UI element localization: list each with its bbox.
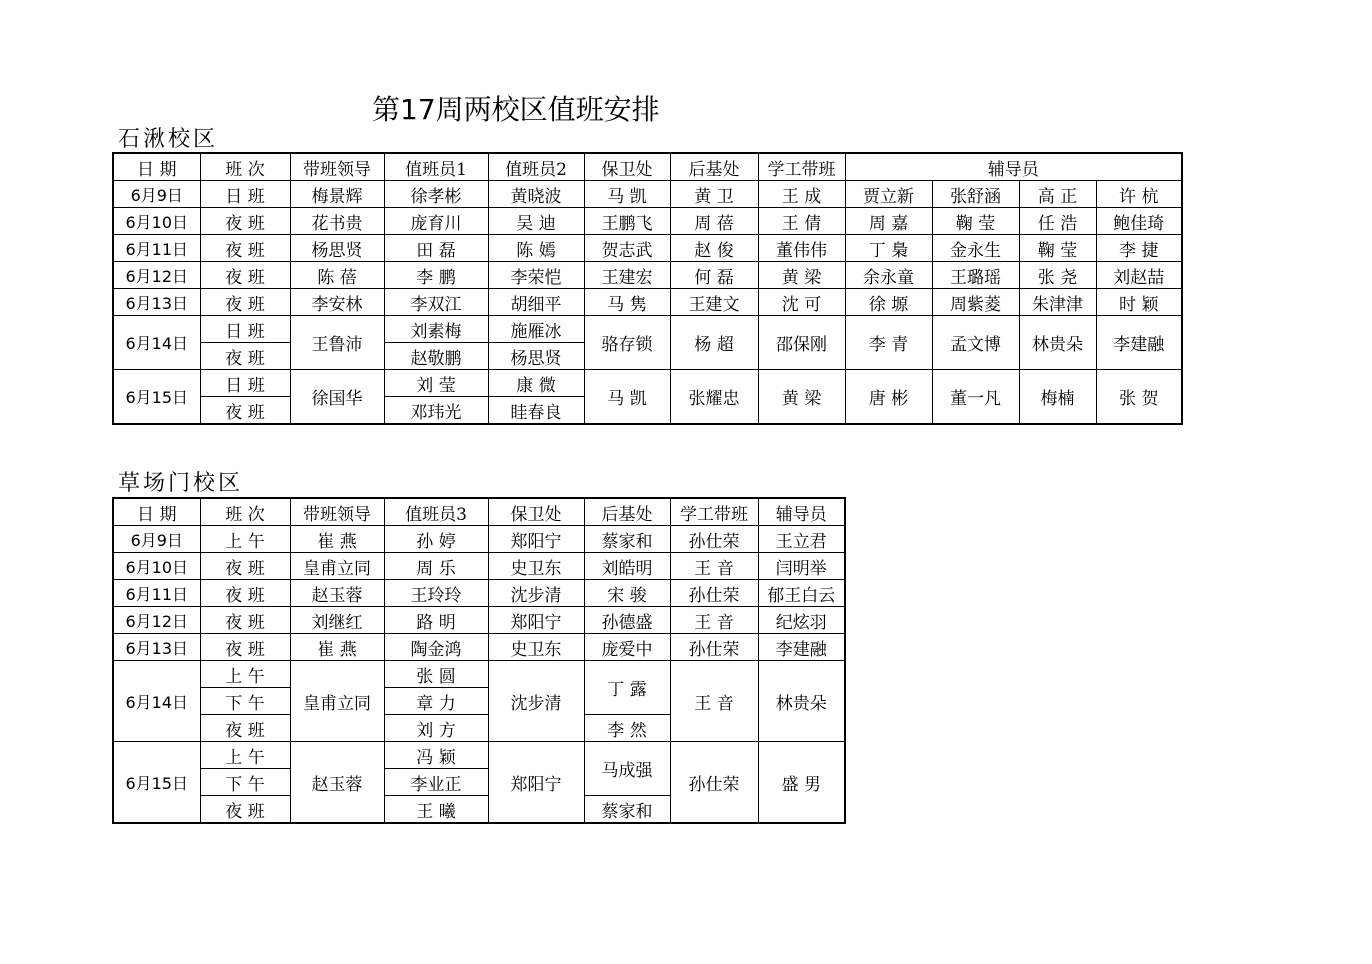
duty3-cell: 刘 方 [384, 715, 488, 742]
counselor-cell: 鞠 莹 [1019, 235, 1096, 262]
logistics-cell: 蔡家和 [584, 796, 670, 824]
logistics-cell: 李 然 [584, 715, 670, 742]
counselor-cell: 徐 塬 [845, 289, 932, 316]
student-affairs-cell: 黄 梁 [758, 262, 845, 289]
campus1-title: 石湫校区 [118, 127, 219, 152]
counselor-cell: 纪炫羽 [758, 607, 845, 634]
counselor-cell: 张舒涵 [932, 181, 1019, 208]
header-counselors: 辅导员 [845, 153, 1182, 181]
date-cell: 6月10日 [113, 553, 200, 580]
duty3-cell: 周 乐 [384, 553, 488, 580]
header-leader: 带班领导 [290, 153, 384, 181]
table-row [113, 580, 845, 607]
student-affairs-cell: 王 音 [670, 553, 758, 580]
leader-cell: 皇甫立同 [290, 553, 384, 580]
table-row [113, 526, 845, 553]
counselor-cell: 李 青 [845, 316, 932, 370]
date-cell: 6月10日 [113, 208, 200, 235]
logistics-cell: 庞爱中 [584, 634, 670, 661]
table-row [113, 634, 845, 661]
counselor-cell: 闫明举 [758, 553, 845, 580]
counselor-cell: 李 捷 [1096, 235, 1182, 262]
duty3-cell: 孙 婷 [384, 526, 488, 553]
header-shift: 班 次 [200, 153, 290, 181]
counselor-cell: 林贵朵 [1019, 316, 1096, 370]
date-cell: 6月11日 [113, 580, 200, 607]
leader-cell: 王鲁沛 [290, 316, 384, 370]
table-row [113, 262, 1182, 289]
header-row [113, 153, 1182, 181]
leader-cell: 徐国华 [290, 370, 384, 425]
counselor-cell: 朱津津 [1019, 289, 1096, 316]
table-row [113, 316, 1182, 343]
shift-cell: 夜 班 [200, 796, 290, 824]
duty1-cell: 徐孝彬 [384, 181, 488, 208]
shift-cell: 上 午 [200, 742, 290, 769]
logistics-cell: 丁 露 [584, 661, 670, 715]
shift-cell: 下 午 [200, 688, 290, 715]
security-cell: 史卫东 [488, 634, 584, 661]
counselor-cell: 李建融 [1096, 316, 1182, 370]
leader-cell: 崔 燕 [290, 634, 384, 661]
header-duty2: 值班员2 [488, 153, 584, 181]
shift-cell: 夜 班 [200, 262, 290, 289]
duty2-cell: 胡细平 [488, 289, 584, 316]
security-cell: 沈步清 [488, 580, 584, 607]
counselor-cell: 时 颖 [1096, 289, 1182, 316]
leader-cell: 赵玉蓉 [290, 742, 384, 824]
duty1-cell: 庞育川 [384, 208, 488, 235]
header-logistics: 后基处 [670, 153, 758, 181]
leader-cell: 花书贵 [290, 208, 384, 235]
counselor-cell: 周 嘉 [845, 208, 932, 235]
logistics-cell: 蔡家和 [584, 526, 670, 553]
counselor-cell: 鲍佳琦 [1096, 208, 1182, 235]
duty1-cell: 李双江 [384, 289, 488, 316]
duty3-cell: 冯 颖 [384, 742, 488, 769]
header-date: 日 期 [113, 153, 200, 181]
table-row [113, 181, 1182, 208]
header-duty3: 值班员3 [384, 498, 488, 526]
duty2-cell: 眭春良 [488, 397, 584, 425]
table-row [113, 607, 845, 634]
shift-cell: 上 午 [200, 661, 290, 688]
shift-cell: 夜 班 [200, 715, 290, 742]
counselor-cell: 李建融 [758, 634, 845, 661]
counselor-cell: 许 杭 [1096, 181, 1182, 208]
counselor-cell: 唐 彬 [845, 370, 932, 425]
counselor-cell: 张 尧 [1019, 262, 1096, 289]
duty1-cell: 李 鹏 [384, 262, 488, 289]
counselor-cell: 贾立新 [845, 181, 932, 208]
duty3-cell: 王 曦 [384, 796, 488, 824]
counselor-cell: 周紫菱 [932, 289, 1019, 316]
duty3-cell: 章 力 [384, 688, 488, 715]
header-duty1: 值班员1 [384, 153, 488, 181]
security-cell: 王建宏 [584, 262, 670, 289]
student-affairs-cell: 王 音 [670, 661, 758, 742]
campus1-table [112, 152, 1183, 425]
counselor-cell: 郁王白云 [758, 580, 845, 607]
date-cell: 6月9日 [113, 526, 200, 553]
shift-cell: 夜 班 [200, 634, 290, 661]
duty2-cell: 陈 嫣 [488, 235, 584, 262]
security-cell: 史卫东 [488, 553, 584, 580]
logistics-cell: 杨 超 [670, 316, 758, 370]
duty3-cell: 陶金鸿 [384, 634, 488, 661]
duty1-cell: 刘素梅 [384, 316, 488, 343]
shift-cell: 夜 班 [200, 208, 290, 235]
security-cell: 骆存锁 [584, 316, 670, 370]
leader-cell: 崔 燕 [290, 526, 384, 553]
duty2-cell: 杨思贤 [488, 343, 584, 370]
page-title: 第17周两校区值班安排 [372, 93, 660, 126]
leader-cell: 李安林 [290, 289, 384, 316]
leader-cell: 梅景辉 [290, 181, 384, 208]
student-affairs-cell: 董伟伟 [758, 235, 845, 262]
leader-cell: 杨思贤 [290, 235, 384, 262]
security-cell: 马 凯 [584, 181, 670, 208]
date-cell: 6月11日 [113, 235, 200, 262]
counselor-cell: 张 贺 [1096, 370, 1182, 425]
student-affairs-cell: 孙仕荣 [670, 742, 758, 824]
counselor-cell: 鞠 莹 [932, 208, 1019, 235]
shift-cell: 日 班 [200, 370, 290, 397]
shift-cell: 夜 班 [200, 289, 290, 316]
leader-cell: 赵玉蓉 [290, 580, 384, 607]
duty2-cell: 吴 迪 [488, 208, 584, 235]
counselor-cell: 丁 梟 [845, 235, 932, 262]
security-cell: 郑阳宁 [488, 526, 584, 553]
header-student-affairs: 学工带班 [758, 153, 845, 181]
date-cell: 6月13日 [113, 634, 200, 661]
date-cell: 6月15日 [113, 370, 200, 425]
header-leader: 带班领导 [290, 498, 384, 526]
table-row [113, 289, 1182, 316]
duty1-cell: 邓玮光 [384, 397, 488, 425]
header-row [113, 498, 845, 526]
date-cell: 6月12日 [113, 262, 200, 289]
campus2-title: 草场门校区 [118, 471, 244, 496]
duty1-cell: 赵敬鹏 [384, 343, 488, 370]
student-affairs-cell: 王 倩 [758, 208, 845, 235]
student-affairs-cell: 沈 可 [758, 289, 845, 316]
counselor-cell: 王立君 [758, 526, 845, 553]
logistics-cell: 周 蓓 [670, 208, 758, 235]
student-affairs-cell: 王 成 [758, 181, 845, 208]
date-cell: 6月14日 [113, 316, 200, 370]
student-affairs-cell: 孙仕荣 [670, 634, 758, 661]
table-row [113, 661, 845, 688]
table-row [113, 370, 1182, 397]
header-date: 日 期 [113, 498, 200, 526]
duty3-cell: 路 明 [384, 607, 488, 634]
shift-cell: 夜 班 [200, 235, 290, 262]
duty1-cell: 刘 莹 [384, 370, 488, 397]
security-cell: 王鹏飞 [584, 208, 670, 235]
duty2-cell: 李荣恺 [488, 262, 584, 289]
table-row [113, 742, 845, 769]
security-cell: 马 凯 [584, 370, 670, 425]
counselor-cell: 盛 男 [758, 742, 845, 824]
security-cell: 沈步清 [488, 661, 584, 742]
student-affairs-cell: 黄 梁 [758, 370, 845, 425]
counselor-cell: 王璐瑶 [932, 262, 1019, 289]
counselor-cell: 林贵朵 [758, 661, 845, 742]
student-affairs-cell: 孙仕荣 [670, 526, 758, 553]
header-security: 保卫处 [488, 498, 584, 526]
table-row [113, 235, 1182, 262]
logistics-cell: 王建文 [670, 289, 758, 316]
counselor-cell: 任 浩 [1019, 208, 1096, 235]
leader-cell: 刘继红 [290, 607, 384, 634]
duty2-cell: 康 微 [488, 370, 584, 397]
duty2-cell: 施雁冰 [488, 316, 584, 343]
duty2-cell: 黄晓波 [488, 181, 584, 208]
table-row [113, 208, 1182, 235]
header-shift: 班 次 [200, 498, 290, 526]
date-cell: 6月13日 [113, 289, 200, 316]
security-cell: 郑阳宁 [488, 742, 584, 824]
counselor-cell: 余永童 [845, 262, 932, 289]
table-row [113, 553, 845, 580]
header-student-affairs: 学工带班 [670, 498, 758, 526]
leader-cell: 陈 蓓 [290, 262, 384, 289]
header-counselor: 辅导员 [758, 498, 845, 526]
leader-cell: 皇甫立同 [290, 661, 384, 742]
counselor-cell: 梅楠 [1019, 370, 1096, 425]
security-cell: 贺志武 [584, 235, 670, 262]
shift-cell: 夜 班 [200, 607, 290, 634]
campus2-table [112, 497, 846, 824]
security-cell: 郑阳宁 [488, 607, 584, 634]
duty3-cell: 张 圆 [384, 661, 488, 688]
shift-cell: 夜 班 [200, 397, 290, 425]
header-security: 保卫处 [584, 153, 670, 181]
duty3-cell: 王玲玲 [384, 580, 488, 607]
date-cell: 6月14日 [113, 661, 200, 742]
shift-cell: 下 午 [200, 769, 290, 796]
counselor-cell: 高 正 [1019, 181, 1096, 208]
shift-cell: 夜 班 [200, 580, 290, 607]
logistics-cell: 张耀忠 [670, 370, 758, 425]
shift-cell: 日 班 [200, 316, 290, 343]
counselor-cell: 董一凡 [932, 370, 1019, 425]
logistics-cell: 刘皓明 [584, 553, 670, 580]
student-affairs-cell: 王 音 [670, 607, 758, 634]
logistics-cell: 宋 骏 [584, 580, 670, 607]
counselor-cell: 刘赵喆 [1096, 262, 1182, 289]
duty1-cell: 田 磊 [384, 235, 488, 262]
date-cell: 6月15日 [113, 742, 200, 824]
date-cell: 6月12日 [113, 607, 200, 634]
counselor-cell: 金永生 [932, 235, 1019, 262]
logistics-cell: 赵 俊 [670, 235, 758, 262]
shift-cell: 夜 班 [200, 553, 290, 580]
shift-cell: 日 班 [200, 181, 290, 208]
security-cell: 马 隽 [584, 289, 670, 316]
duty3-cell: 李业正 [384, 769, 488, 796]
date-cell: 6月9日 [113, 181, 200, 208]
logistics-cell: 马成强 [584, 742, 670, 796]
logistics-cell: 何 磊 [670, 262, 758, 289]
student-affairs-cell: 孙仕荣 [670, 580, 758, 607]
logistics-cell: 孙德盛 [584, 607, 670, 634]
logistics-cell: 黄 卫 [670, 181, 758, 208]
shift-cell: 上 午 [200, 526, 290, 553]
header-logistics: 后基处 [584, 498, 670, 526]
counselor-cell: 孟文博 [932, 316, 1019, 370]
shift-cell: 夜 班 [200, 343, 290, 370]
student-affairs-cell: 邵保刚 [758, 316, 845, 370]
